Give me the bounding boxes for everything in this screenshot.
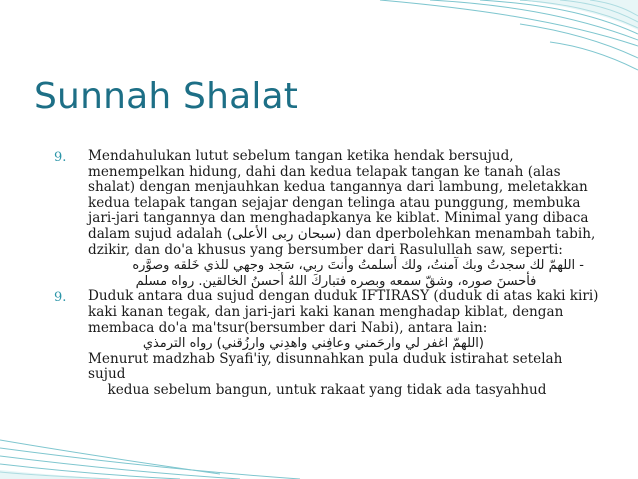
arabic-inline-dzikir: (سبحان ربى الأعلى) (226, 225, 342, 242)
slide-title: Sunnah Shalat (34, 76, 299, 117)
arabic-doa-line: (اللهمّ اغفر لي وارحَمني وعافِني واهدِني وارزُقني) رواه الترمذي (142, 336, 484, 352)
item-text: Duduk antara dua sujud dengan duduk IFTIRASY (duduk di atas kaki kiri) kaki kanan tegak, dan jari-jari kaki kanan menghadap kiblat, dengan membaca do'a ma'tsur(bersumber dari Nabi), antara lain: (88, 288, 599, 336)
list-item (54, 289, 602, 336)
item-text-main: Mendahulukan lutut sebelum tangan ketika hendak bersujud, menempelkan hidung, dahi dan kedua telapak tangan ke tanah (alas shalat) dengan menjauhkan kedua tangannya dari lambung, meletakkan kedua telapak tangan sejajar dengan telinga atau punggung, membuka jari-jari tangannya dan menghadapkanya ke kiblat. Minimal yang dibaca dalam sujud adalah (88, 148, 589, 242)
item-text-after: dan dperbolehkan menambah tabih, dzikir, dan do'a khusus yang bersumber dari Rasulullah saw, seperti: (88, 225, 596, 258)
list-item (54, 149, 602, 258)
slide-body (54, 149, 602, 399)
note-line-1: Menurut madzhab Syafi'iy, disunnahkan pula duduk istirahat setelah sujud (88, 350, 563, 383)
arabic-doa-block (54, 258, 602, 289)
note-line-2: kedua sebelum bangun, untuk rakaat yang tidak ada tasyahhud (107, 381, 547, 398)
item-text (88, 149, 602, 258)
madzhab-note (88, 352, 602, 399)
arabic-doa-line-1: - اللهمّ لك سجدتُ وبك آمنتُ، ولك أسلمتُ وأنتَ ربي، سَجد وجهي للذي خَلقه وصوَّره (132, 258, 584, 274)
arabic-doa-line-2: فأحسنَ صوره، وشقّ سمعه وبصره فتباركَ اللهُ أحسنُ الخالقين. رواه مسلم (135, 273, 537, 289)
item-number: 9. (54, 290, 67, 306)
item-number: 9. (54, 150, 67, 165)
item-extra (54, 336, 602, 398)
